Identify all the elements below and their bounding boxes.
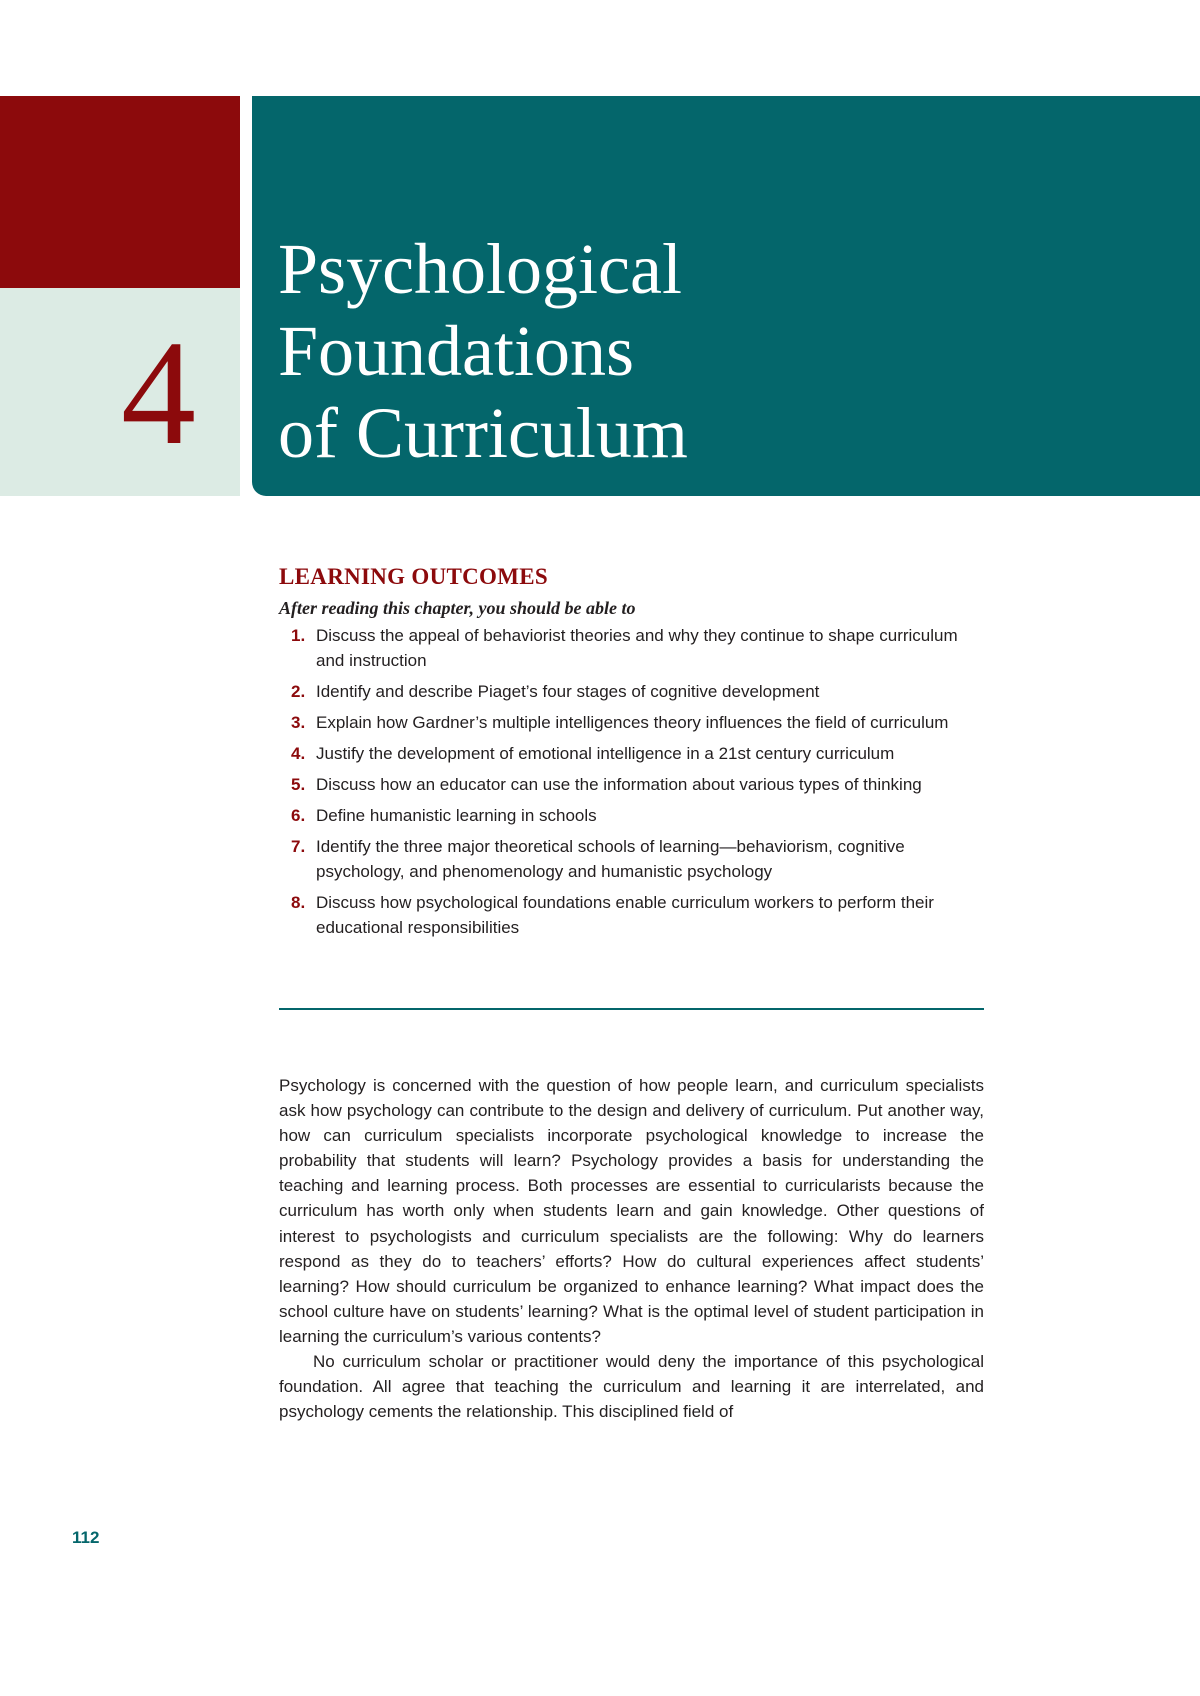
outcome-item <box>279 890 984 940</box>
chapter-title-line: Foundations <box>278 311 635 391</box>
section-divider <box>279 1008 984 1010</box>
chapter-title-line: Psychological <box>278 229 682 309</box>
chapter-title <box>278 228 688 474</box>
outcome-number: 5. <box>291 775 306 794</box>
outcome-number: 6. <box>291 806 306 825</box>
outcome-number: 7. <box>291 837 306 856</box>
outcome-text: Identify and describe Piaget’s four stages of cognitive development <box>316 682 820 701</box>
learning-outcomes <box>279 563 984 946</box>
outcome-number: 1. <box>291 626 306 645</box>
outcome-item <box>279 803 984 828</box>
outcome-number: 3. <box>291 713 306 732</box>
outcome-text: Identify the three major theoretical schools of learning—behaviorism, cognitive psychology, and phenomenology and humanistic psychology <box>316 837 905 881</box>
outcome-item <box>279 710 984 735</box>
outcome-text: Justify the development of emotional intelligence in a 21st century curriculum <box>316 744 895 763</box>
outcome-text: Explain how Gardner’s multiple intelligences theory influences the field of curriculum <box>316 713 949 732</box>
outcome-text: Discuss how an educator can use the information about various types of thinking <box>316 775 922 794</box>
outcome-item <box>279 834 984 884</box>
page-number: 112 <box>72 1528 100 1547</box>
outcome-item <box>279 741 984 766</box>
learning-outcomes-list <box>279 623 984 940</box>
learning-outcomes-intro: After reading this chapter, you should be able to <box>279 598 636 618</box>
outcome-item <box>279 623 984 673</box>
body-text <box>279 1073 984 1424</box>
chapter-title-line: of Curriculum <box>278 393 688 473</box>
outcome-text: Define humanistic learning in schools <box>316 806 597 825</box>
learning-outcomes-heading: LEARNING OUTCOMES <box>279 564 548 589</box>
body-paragraph: No curriculum scholar or practitioner would deny the importance of this psychological foundation. All agree that teaching the curriculum and learning it are interrelated, and psychology cements the relationship. This disciplined field of <box>279 1352 984 1422</box>
outcome-number: 8. <box>291 893 306 912</box>
outcome-number: 4. <box>291 744 306 763</box>
chapter-number: 4 <box>121 310 196 476</box>
body-paragraph: Psychology is concerned with the question of how people learn, and curriculum specialists ask how psychology can contribute to the design and delivery of curriculum. Put another way, how can curriculum specialists incorporate psychological knowledge to increase the probability that students will learn? Psychology provides a basis for understanding the teaching and learning process. Both processes are essential to curricularists because the curriculum has worth only when students learn and gain knowledge. Other questions of interest to psychologists and curriculum specialists are the following: Why do learners respond as they do to teachers’ efforts? How do cultural experiences affect students’ learning? How should curriculum be organized to enhance learning? What impact does the school culture have on students’ learning? What is the optimal level of student participation in learning the curriculum’s various contents? <box>279 1076 984 1346</box>
header-red-block <box>0 96 240 288</box>
outcome-text: Discuss the appeal of behaviorist theories and why they continue to shape curriculum and instruction <box>316 626 958 670</box>
outcome-number: 2. <box>291 682 306 701</box>
outcome-item <box>279 679 984 704</box>
outcome-item <box>279 772 984 797</box>
outcome-text: Discuss how psychological foundations enable curriculum workers to perform their educational responsibilities <box>316 893 934 937</box>
